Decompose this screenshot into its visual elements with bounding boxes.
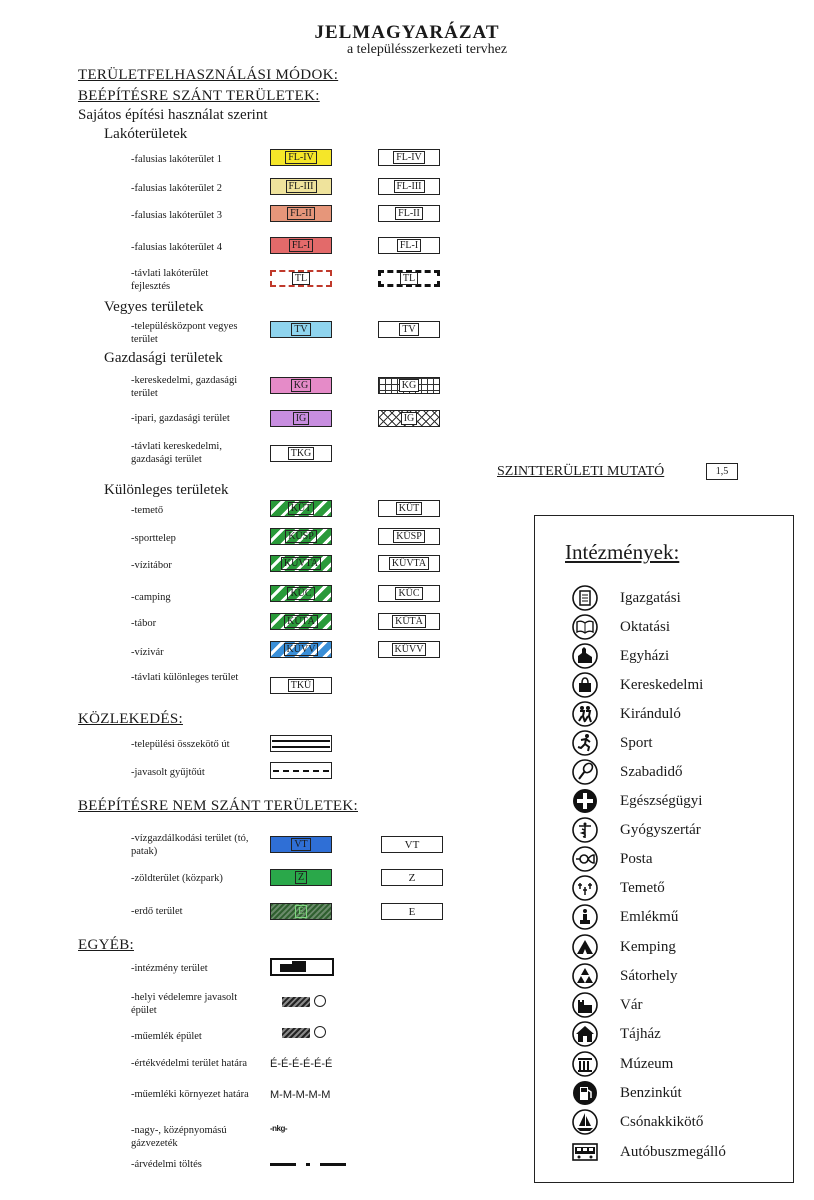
castle-icon (572, 992, 598, 1018)
racket-icon (572, 759, 598, 785)
legend-label: -vízitábor (131, 560, 172, 571)
legend-label: -nagy-, középnyomású gázvezeték (131, 1125, 227, 1149)
legend-code: TL (400, 272, 418, 285)
institution-label: Kiránduló (620, 705, 681, 722)
legend-code: FL-II (395, 207, 423, 220)
institution-label: Igazgatási (620, 589, 681, 606)
legend-swatch-fill (270, 205, 332, 222)
ratio-label: SZINTTERÜLETI MUTATÓ (497, 464, 665, 479)
legend-swatch-outline (378, 237, 440, 254)
legend-label: -értékvédelmi terület határa (131, 1058, 248, 1069)
legend-swatch-outline (378, 555, 440, 572)
institution-label: Egészségügyi (620, 792, 703, 809)
legend-swatch-fill (270, 178, 332, 195)
monument-building-symbol (282, 1028, 310, 1038)
legend-swatch-fill (270, 641, 332, 658)
legend-swatch-outline (378, 377, 440, 394)
legend-code: TV (291, 323, 310, 336)
heading-mixed: Vegyes területek (104, 299, 204, 315)
legend-code: TKÜ (288, 679, 315, 692)
legend-swatch-outline (378, 585, 440, 602)
legend-code: Z (408, 871, 416, 884)
institution-row (572, 1109, 703, 1135)
legend-label: -javasolt gyűjtőút (131, 767, 205, 778)
legend-label: -intézmény terület (131, 963, 208, 974)
runner-icon (572, 730, 598, 756)
post-horn-icon (572, 846, 598, 872)
legend-code: VT (291, 838, 310, 851)
legend-code: FL-IV (393, 151, 425, 164)
legend-code: KÜT (288, 502, 315, 515)
legend-label: -települési összekötő út (131, 739, 230, 750)
legend-label: -műemlék épület (131, 1031, 202, 1042)
house-icon (572, 1021, 598, 1047)
cemetery-icon (572, 875, 598, 901)
institution-row (572, 904, 678, 930)
legend-code: KÜTÁ (392, 615, 426, 628)
legend-swatch-fill (270, 677, 332, 694)
heading-nonbuilt: BEÉPÍTÉSRE NEM SZÁNT TERÜLETEK: (78, 798, 358, 814)
legend-swatch-outline (378, 500, 440, 517)
monument-environment-symbol: M-M-M-M-M (270, 1089, 331, 1101)
legend-swatch-outline (381, 903, 443, 920)
legend-code: FL-II (287, 207, 315, 220)
institution-row (572, 1051, 673, 1077)
legend-label: -helyi védelemre javasolt épület (131, 992, 238, 1016)
heading-residential: Lakóterületek (104, 126, 188, 142)
legend-code: FL-IV (285, 151, 317, 164)
institution-row (572, 1021, 661, 1047)
circle-icon (314, 1026, 326, 1038)
legend-label: -tábor (131, 618, 157, 629)
legend-code: KÜVV (284, 643, 319, 656)
legend-code: KG (291, 379, 311, 392)
legend-code: KÜVTA (281, 557, 321, 570)
legend-code: VT (404, 838, 420, 851)
heading-special: Különleges területek (104, 482, 229, 498)
tent-icon (572, 934, 598, 960)
legend-code: FL-I (397, 239, 421, 252)
legend-label: -falusias lakóterület 3 (131, 210, 222, 221)
legend-swatch-fill (270, 613, 332, 630)
institution-row (572, 614, 670, 640)
legend-code: Z (295, 871, 307, 884)
legend-label: -sporttelep (131, 533, 176, 544)
legend-label: -településközpont vegyes terület (131, 321, 238, 345)
institution-label: Sátorhely (620, 967, 678, 984)
legend-label: -erdő terület (131, 906, 183, 917)
legend-code: KÜSP (393, 530, 425, 543)
book-icon (572, 614, 598, 640)
document-icon (572, 585, 598, 611)
tents-icon (572, 963, 598, 989)
legend-label: -műemléki környezet határa (131, 1089, 249, 1100)
legend-swatch-outline (378, 321, 440, 338)
road-collector-symbol (270, 762, 332, 779)
legend-label: -falusias lakóterület 4 (131, 242, 222, 253)
legend-swatch-outline (378, 528, 440, 545)
legend-swatch-fill (270, 836, 332, 853)
legend-label: -temető (131, 505, 164, 516)
legend-swatch-fill (270, 445, 332, 462)
legend-label: -vízivár (131, 647, 164, 658)
legend-label: -távlati lakóterület fejlesztés (131, 268, 209, 292)
legend-swatch-fill (270, 555, 332, 572)
heading-land-use: TERÜLETFELHASZNÁLÁSI MÓDOK: (78, 67, 339, 83)
legend-swatch-fill (270, 377, 332, 394)
legend-code: IG (293, 412, 310, 425)
legend-swatch-outline (381, 869, 443, 886)
institution-row (572, 963, 678, 989)
institution-label: Posta (620, 850, 653, 867)
legend-code: KG (399, 379, 419, 392)
ratio-value: 1,5 (706, 463, 738, 480)
pharmacy-icon (572, 817, 598, 843)
road-main-symbol (270, 735, 332, 752)
monument-icon (572, 904, 598, 930)
institution-label: Autóbuszmegálló (620, 1143, 726, 1160)
legend-code: KÜSP (285, 530, 317, 543)
institution-row (572, 1139, 726, 1165)
institution-label: Tájház (620, 1025, 661, 1042)
flood-dike-symbol (306, 1163, 310, 1166)
institution-label: Kereskedelmi (620, 676, 704, 693)
legend-code: KÜVTA (389, 557, 429, 570)
legend-code: IG (401, 412, 418, 425)
heading-built-sub: Sajátos építési használat szerint (78, 107, 268, 123)
legend-swatch-fill (270, 528, 332, 545)
bus-icon (572, 1139, 598, 1165)
legend-label: -árvédelmi töltés (131, 1159, 202, 1170)
institutions-title: Intézmények: (565, 540, 680, 564)
legend-swatch-outline (378, 205, 440, 222)
legend-swatch-fill (270, 500, 332, 517)
legend-swatch-fill (270, 270, 332, 287)
legend-swatch-outline (378, 613, 440, 630)
legend-swatch-fill (270, 585, 332, 602)
legend-code: FL-III (394, 180, 425, 193)
legend-swatch-fill (270, 321, 332, 338)
legend-code: FL-I (289, 239, 313, 252)
value-boundary-symbol: É-É-É-É-É-É (270, 1058, 333, 1070)
legend-label: -távlati különleges terület (131, 672, 239, 683)
legend-label: -ipari, gazdasági terület (131, 413, 230, 424)
legend-code: TKG (288, 447, 315, 460)
institution-row (572, 585, 681, 611)
legend-swatch-fill (270, 237, 332, 254)
legend-swatch-outline (378, 178, 440, 195)
legend-label: -falusias lakóterület 2 (131, 183, 222, 194)
legend-code: KÜVV (392, 643, 427, 656)
institution-label: Csónakkikötő (620, 1113, 704, 1130)
legend-swatch-outline (378, 149, 440, 166)
fuel-icon (572, 1080, 598, 1106)
flood-dike-symbol (270, 1163, 296, 1166)
institution-row (572, 992, 643, 1018)
institution-label: Sport (620, 734, 653, 751)
institution-label: Benzinkút (620, 1084, 682, 1101)
institution-label: Oktatási (620, 618, 670, 635)
institution-label: Gyógyszertár (620, 821, 701, 838)
institution-label: Vár (620, 996, 643, 1013)
legend-label: -camping (131, 592, 171, 603)
page-title: JELMAGYARÁZAT (314, 22, 500, 43)
legend-swatch-outline (378, 410, 440, 427)
legend-label: -kereskedelmi, gazdasági terület (131, 375, 238, 399)
legend-code: KÜTÁ (284, 615, 318, 628)
legend-code: FL-III (286, 180, 317, 193)
legend-code: KÜT (396, 502, 423, 515)
flood-dike-symbol (320, 1163, 346, 1166)
shopping-bag-icon (572, 672, 598, 698)
institution-row (572, 875, 665, 901)
heading-other: EGYÉB: (78, 937, 134, 953)
institution-row (572, 643, 669, 669)
institution-row (572, 701, 681, 727)
page-subtitle: a településszerkezeti tervhez (346, 42, 508, 57)
institution-row (572, 817, 701, 843)
institution-row (572, 788, 702, 814)
institution-row (572, 934, 676, 960)
institution-label: Emlékmű (620, 908, 679, 925)
museum-icon (572, 1051, 598, 1077)
legend-label: -vízgazdálkodási terület (tó, patak) (131, 833, 249, 857)
legend-label: -távlati kereskedelmi, gazdasági terület (131, 441, 222, 465)
legend-code: TL (292, 272, 310, 285)
legend-swatch-fill (270, 410, 332, 427)
institution-area-symbol (270, 958, 334, 976)
legend-swatch-fill (270, 869, 332, 886)
institution-row (572, 846, 653, 872)
legend-code: E (295, 905, 307, 918)
heading-transport: KÖZLEKEDÉS: (78, 711, 183, 727)
institution-label: Szabadidő (620, 763, 683, 780)
local-protection-building-symbol (282, 997, 310, 1007)
cross-icon (572, 788, 598, 814)
legend-code: E (408, 905, 416, 918)
legend-code: TV (399, 323, 418, 336)
legend-swatch-outline (381, 836, 443, 853)
gas-pipe-symbol: -nkg- (270, 1124, 288, 1133)
institution-row (572, 730, 653, 756)
institution-label: Múzeum (620, 1055, 674, 1072)
institution-label: Egyházi (620, 647, 670, 664)
legend-swatch-outline (378, 270, 440, 287)
institution-row (572, 672, 703, 698)
institution-label: Temető (620, 879, 665, 896)
church-icon (572, 643, 598, 669)
legend-label: -falusias lakóterület 1 (131, 154, 222, 165)
institution-row (572, 759, 682, 785)
heading-built: BEÉPÍTÉSRE SZÁNT TERÜLETEK: (78, 88, 320, 104)
legend-swatch-outline (378, 641, 440, 658)
hikers-icon (572, 701, 598, 727)
legend-swatch-fill (270, 903, 332, 920)
legend-swatch-fill (270, 149, 332, 166)
legend-code: KÜC (287, 587, 314, 600)
circle-icon (314, 995, 326, 1007)
legend-label: -zöldterület (közpark) (131, 873, 223, 884)
institution-row (572, 1080, 682, 1106)
legend-code: KÜC (395, 587, 422, 600)
institution-label: Kemping (620, 938, 676, 955)
heading-economic: Gazdasági területek (104, 350, 223, 366)
boat-icon (572, 1109, 598, 1135)
